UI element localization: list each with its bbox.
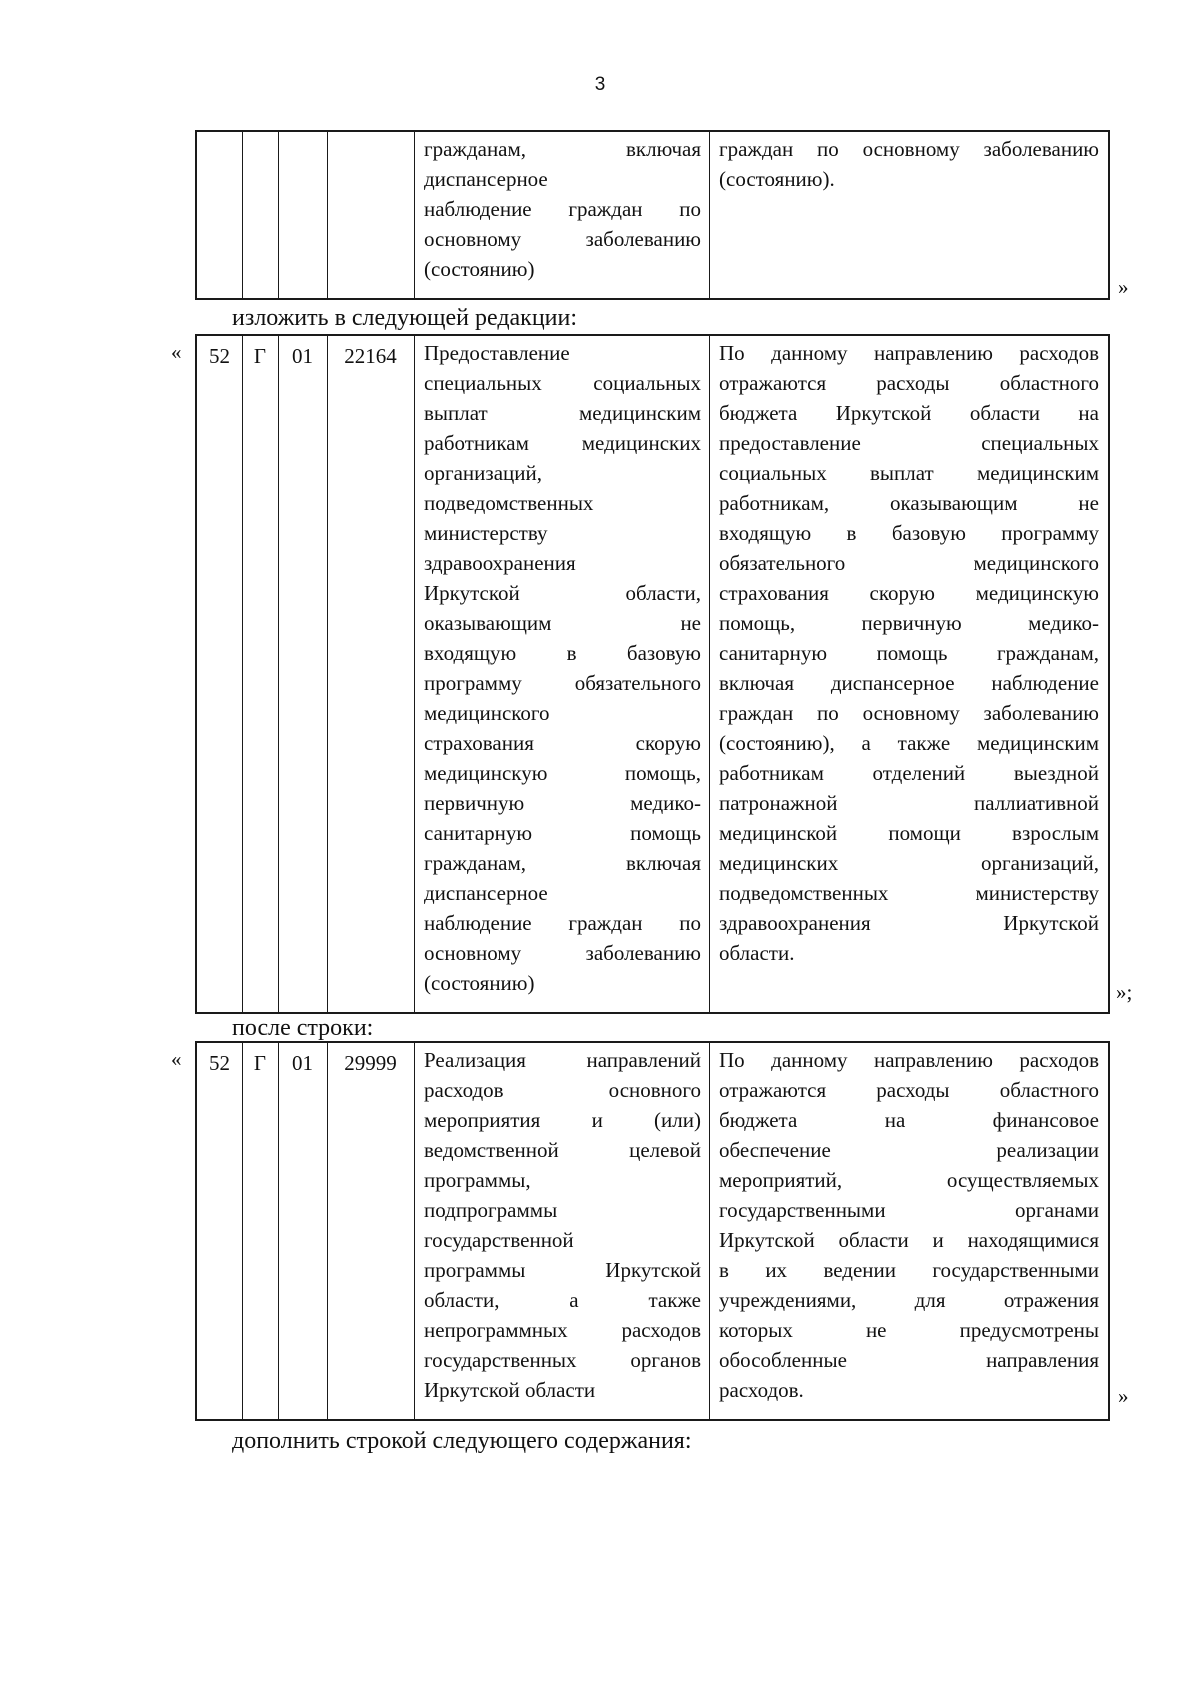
code-cell-4: 22164	[344, 344, 397, 368]
code-cell-1: 52	[209, 344, 230, 368]
text-line: помощь, первичную медико-	[719, 611, 1099, 635]
column-name-cell	[424, 338, 701, 998]
text-line: расходов.	[719, 1378, 804, 1402]
text-line: (состоянию), а также медицинским	[719, 731, 1099, 755]
text-line: бюджета Иркутской области на	[719, 401, 1099, 425]
code-cell-2: Г	[253, 1051, 267, 1075]
text-line: граждан по основному заболеванию	[719, 137, 1099, 161]
text-line: программы Иркутской	[424, 1258, 701, 1282]
text-line: медицинских организаций,	[719, 851, 1099, 875]
text-line: входящую в базовую	[424, 641, 701, 665]
text-line: министерству	[424, 521, 548, 545]
text-line: программу обязательного	[424, 671, 701, 695]
text-line: государственными органами	[719, 1198, 1099, 1222]
text-line: граждан по основному заболеванию	[719, 701, 1099, 725]
text-line: мероприятия и (или)	[424, 1108, 701, 1132]
table-row-continued	[195, 130, 1110, 300]
text-line: медицинскую помощь,	[424, 761, 701, 785]
text-line: отражаются расходы областного	[719, 1078, 1099, 1102]
text-line: непрограммных расходов	[424, 1318, 701, 1342]
text-line: (состоянию).	[719, 167, 835, 191]
open-quote: «	[171, 1047, 182, 1071]
text-line: включая диспансерное наблюдение	[719, 671, 1099, 695]
text-line: основному заболеванию	[424, 941, 701, 965]
text-line: государственной	[424, 1228, 574, 1252]
text-line: санитарную помощь гражданам,	[719, 641, 1099, 665]
text-line: здравоохранения Иркутской	[719, 911, 1099, 935]
column-name-cell	[424, 1045, 701, 1405]
text-line: Иркутской области	[424, 1378, 596, 1402]
text-line: работникам медицинских	[424, 431, 701, 455]
text-line: здравоохранения	[424, 551, 576, 575]
text-line: подпрограммы	[424, 1198, 558, 1222]
text-line: патронажной паллиативной	[719, 791, 1099, 815]
text-line: которых не предусмотрены	[719, 1318, 1099, 1342]
close-quote: »;	[1116, 980, 1133, 1004]
table-row-29999	[195, 1041, 1110, 1421]
text-line: диспансерное	[424, 167, 548, 191]
code-cell-4: 29999	[344, 1051, 397, 1075]
column-name-cell	[424, 134, 701, 284]
text-line: государственных органов	[424, 1348, 701, 1372]
text-line: предоставление специальных	[719, 431, 1099, 455]
text-line: мероприятий, осуществляемых	[719, 1168, 1099, 1192]
text-line: обеспечение реализации	[719, 1138, 1099, 1162]
page-number: 3	[594, 74, 606, 95]
close-quote: »	[1118, 1384, 1129, 1408]
text-line: медицинского	[424, 701, 550, 725]
text-line: подведомственных министерству	[719, 881, 1099, 905]
text-line: выплат медицинским	[424, 401, 701, 425]
text-line: бюджета на финансовое	[719, 1108, 1099, 1132]
column-description-cell	[719, 1045, 1099, 1405]
text-line: в их ведении государственными	[719, 1258, 1099, 1282]
text-line: Иркутской области,	[424, 581, 701, 605]
text-line: области.	[719, 941, 795, 965]
text-line: работникам отделений выездной	[719, 761, 1099, 785]
text-line: обязательного медицинского	[719, 551, 1099, 575]
text-line: Предоставление	[424, 341, 570, 365]
text-line: По данному направлению расходов	[719, 341, 1099, 365]
text-line: учреждениями, для отражения	[719, 1288, 1099, 1312]
code-cell-1: 52	[209, 1051, 230, 1075]
instruction-text: дополнить строкой следующего содержания:	[232, 1428, 692, 1454]
code-cell-3: 01	[292, 1051, 313, 1075]
instruction-text: изложить в следующей редакции:	[232, 305, 578, 331]
code-cell-2: Г	[253, 344, 267, 368]
text-line: работникам, оказывающим не	[719, 491, 1099, 515]
table-row-22164	[195, 334, 1110, 1014]
close-quote: »	[1118, 275, 1129, 299]
text-line: организаций,	[424, 461, 542, 485]
text-line: медицинской помощи взрослым	[719, 821, 1099, 845]
text-line: расходов основного	[424, 1078, 701, 1102]
text-line: отражаются расходы областного	[719, 371, 1099, 395]
text-line: гражданам, включая	[424, 851, 701, 875]
text-line: входящую в базовую программу	[719, 521, 1099, 545]
text-line: специальных социальных	[424, 371, 701, 395]
text-line: первичную медико-	[424, 791, 701, 815]
text-line: По данному направлению расходов	[719, 1048, 1099, 1072]
open-quote: «	[171, 340, 182, 364]
text-line: страхования скорую	[424, 731, 701, 755]
text-line: наблюдение граждан по	[424, 911, 701, 935]
text-line: программы,	[424, 1168, 531, 1192]
column-description-cell	[719, 338, 1099, 968]
column-description-cell	[719, 134, 1099, 194]
text-line: диспансерное	[424, 881, 548, 905]
text-line: (состоянию)	[424, 971, 535, 995]
text-line: Иркутской области и находящимися	[719, 1228, 1099, 1252]
text-line: (состоянию)	[424, 257, 535, 281]
text-line: гражданам, включая	[424, 137, 701, 161]
text-line: подведомственных	[424, 491, 594, 515]
text-line: социальных выплат медицинским	[719, 461, 1099, 485]
instruction-text: после строки:	[232, 1015, 374, 1041]
text-line: наблюдение граждан по	[424, 197, 701, 221]
text-line: области, а также	[424, 1288, 701, 1312]
text-line: оказывающим не	[424, 611, 701, 635]
text-line: ведомственной целевой	[424, 1138, 701, 1162]
text-line: Реализация направлений	[424, 1048, 701, 1072]
text-line: основному заболеванию	[424, 227, 701, 251]
code-cell-3: 01	[292, 344, 313, 368]
text-line: обособленные направления	[719, 1348, 1099, 1372]
text-line: страхования скорую медицинскую	[719, 581, 1099, 605]
text-line: санитарную помощь	[424, 821, 701, 845]
